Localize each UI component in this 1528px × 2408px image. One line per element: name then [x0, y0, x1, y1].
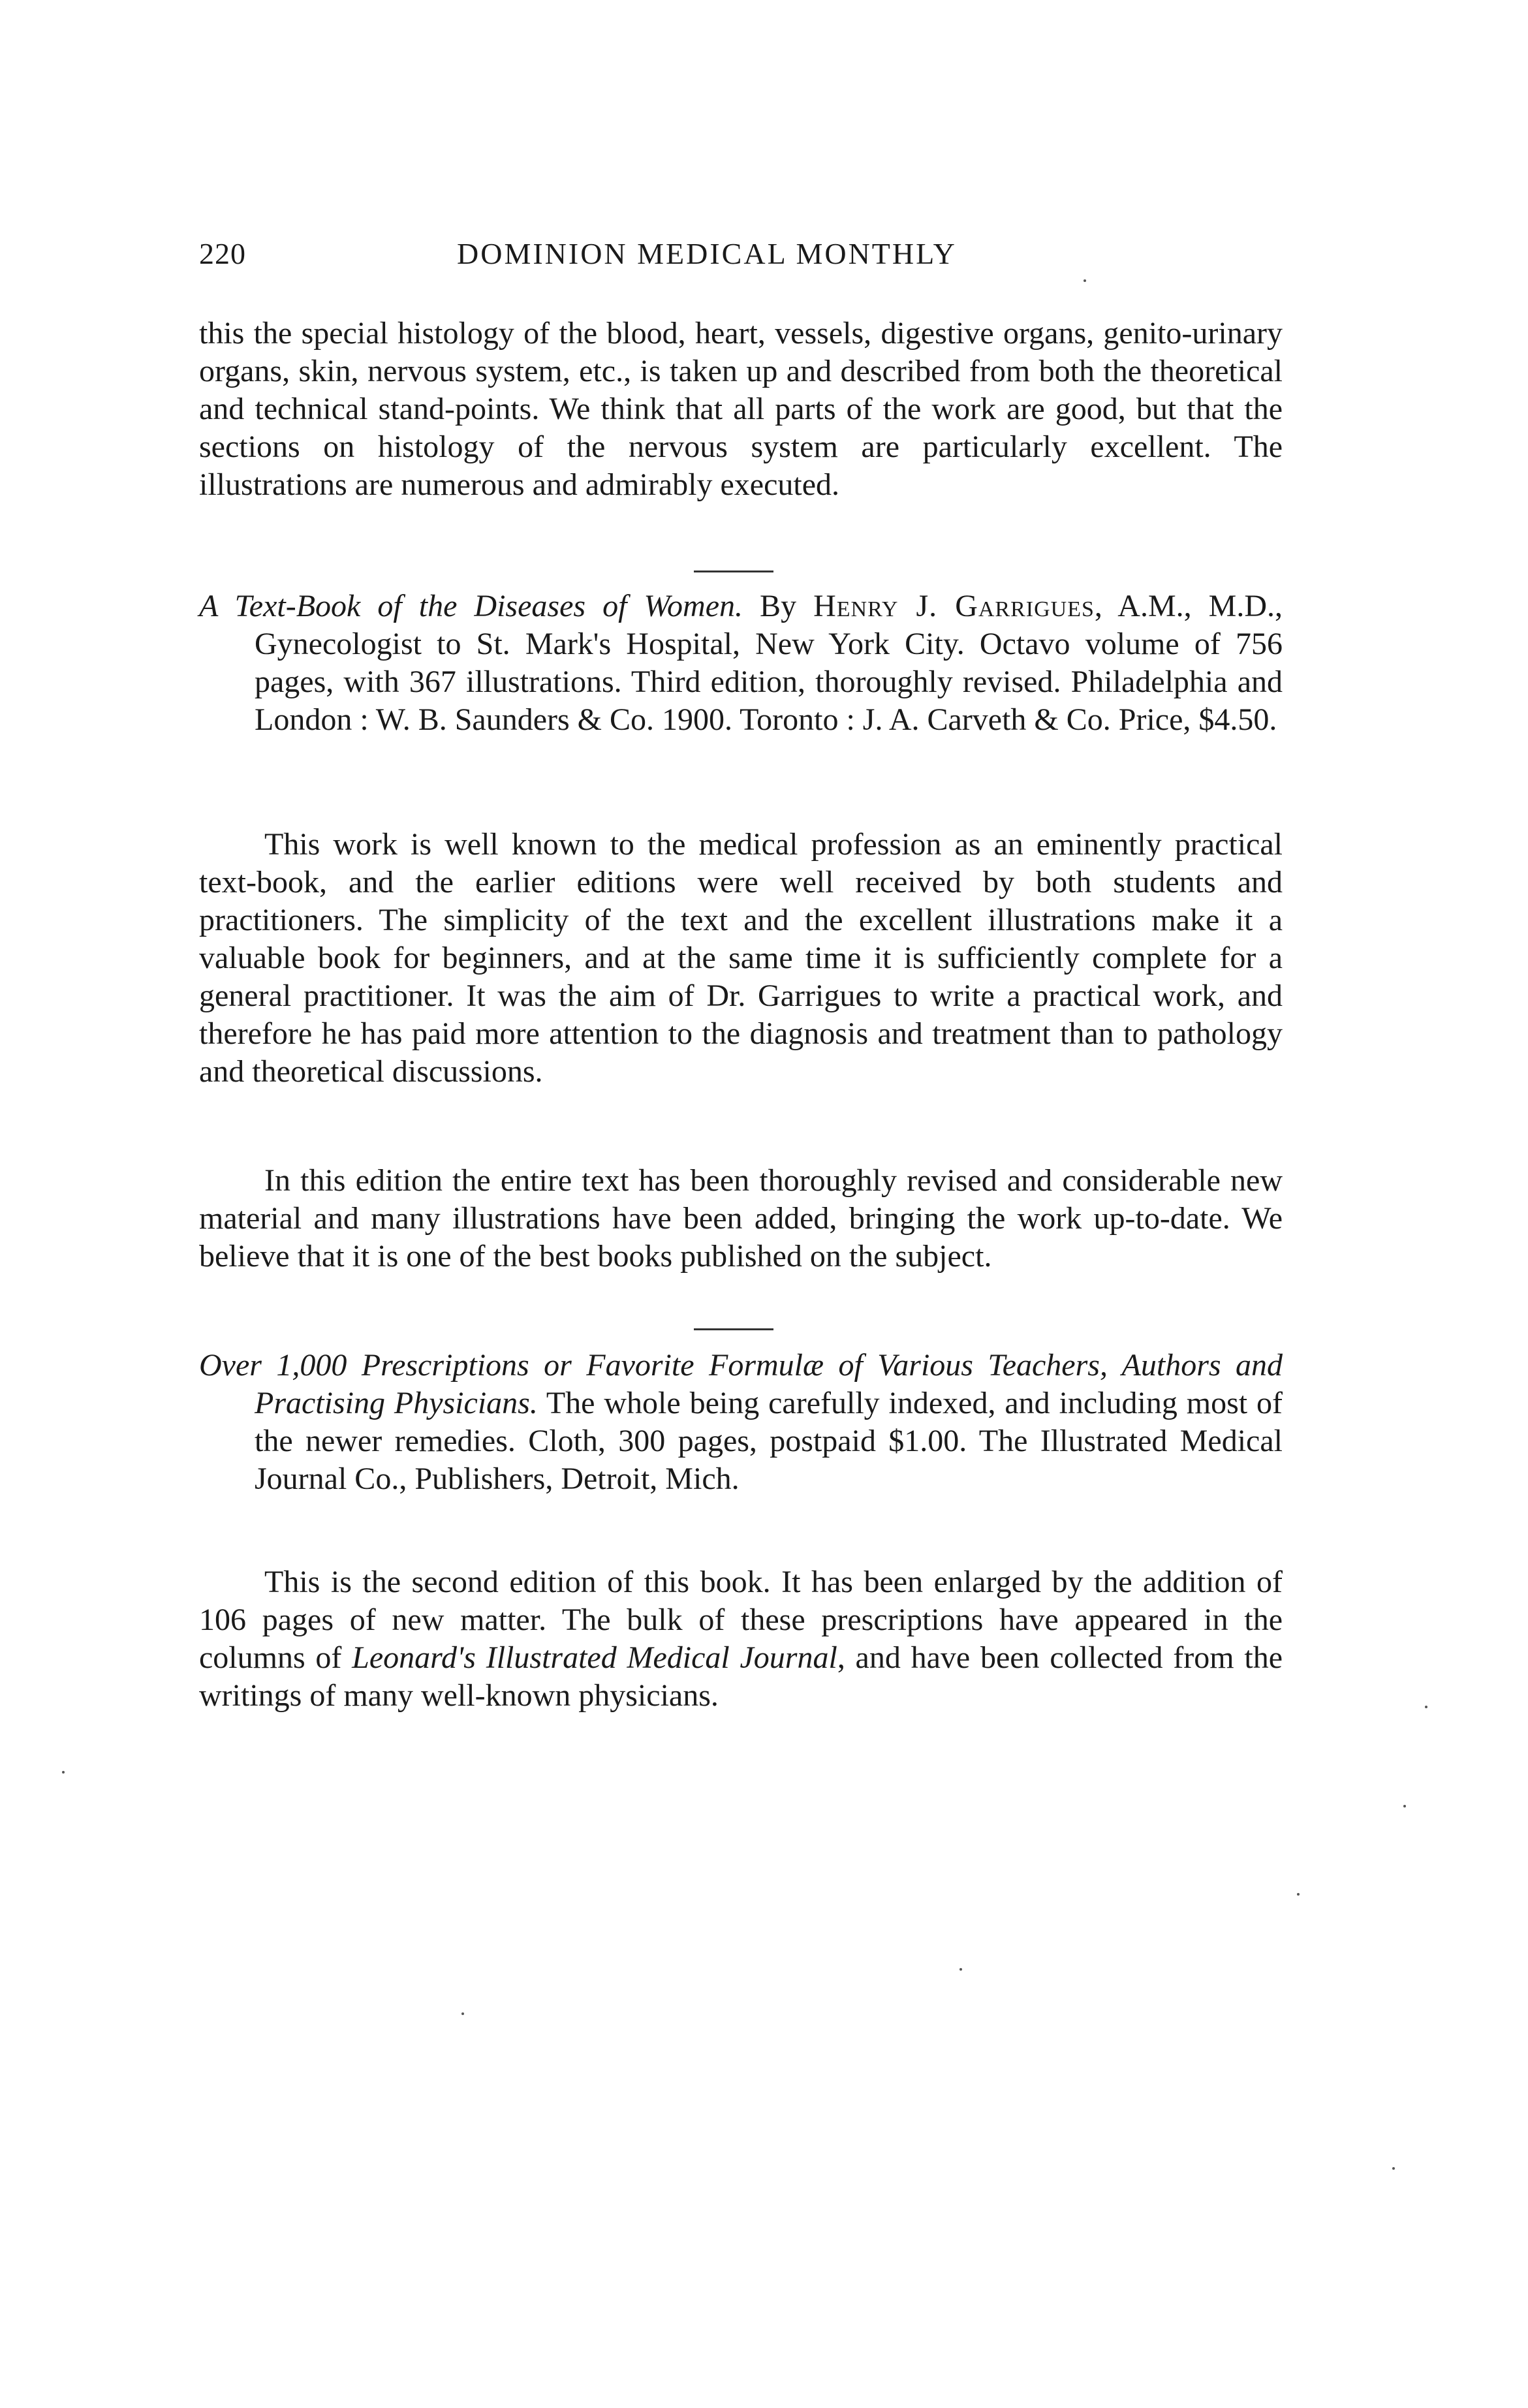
print-speck: [1297, 1893, 1300, 1896]
print-speck: [959, 1968, 962, 1971]
book-title: Over 1,000 Prescriptions or Favorite Formulæ of Various Teachers, Authors and Practising Physicians.: [199, 1348, 1283, 1420]
print-speck: [461, 2012, 464, 2015]
review-text: This work is well known to the medical profession as an eminently practical text-book, and the earlier editions were well received by both students and practitioners. The simplicity of the text and the excellent illustrations make it a valuable book for beginners, and at the same time it is sufficiently complete for a general practitioner. It was the aim of Dr. Garrigues to write a practical work, and therefore he has paid more attention to the diagnosis and treatment than to pathology and theoretical discussions.: [199, 827, 1283, 1089]
journal-name: Leonard's Illustrated Medical Journal: [352, 1640, 837, 1675]
review-text: In this edition the entire text has been thoroughly revised and considerable new material and many illustrations have been added, bringing the work up-to-date. We believe that it is one of the best books published on the subject.: [199, 1163, 1283, 1274]
book-citation-garrigues: [199, 587, 1283, 739]
review-text-start: This is the second edition of this book. It has been enlarged by the addition of 106 pages of new matter. The bulk of these prescriptions have appeared in the columns of: [199, 1565, 1283, 1675]
continuation-text: this the special histology of the blood, heart, vessels, digestive organs, genito-urinary organs, skin, nervous system, etc., is taken up and described from both the theoretical and technical stand-points. We think that all parts of the work are good, but that the sections on histology of the nervous system are particularly excellent. The illustrations are numerous and admirably executed.: [199, 316, 1283, 502]
print-speck: [62, 1771, 65, 1774]
print-speck: [1403, 1805, 1406, 1807]
book-title: A Text-Book of the Diseases of Women.: [199, 589, 743, 623]
review-text-end: , and have been collected from the writings of many well-known physicians.: [199, 1640, 1283, 1713]
book-details: , A.M., M.D., Gynecologist to St. Mark's Hospital, New York City. Octavo volume of 756 pages, with 367 illustrations. Third edition, thoroughly revised. Philadelphia and London : W. B. Saunders & Co. 1900. Toronto : J. A. Carveth & Co. Price, $4.50.: [255, 589, 1283, 737]
print-speck: [1084, 279, 1086, 282]
page-header: [199, 236, 1283, 282]
book-author: Henry J. Garrigues: [813, 589, 1095, 623]
continuation-paragraph: [199, 315, 1283, 504]
review-paragraph: [199, 1563, 1283, 1715]
review-paragraph: [199, 826, 1283, 1091]
review-text: [199, 1563, 1283, 1715]
section-divider: [694, 571, 773, 572]
print-speck: [1425, 1706, 1427, 1708]
by-text: By: [743, 589, 814, 623]
page-number: 220: [199, 237, 246, 270]
book-details: The whole being carefully indexed, and including most of the newer remedies. Cloth, 300 pages, postpaid $1.00. The Illustrated Medical Journal Co., Publishers, Detroit, Mich.: [255, 1386, 1283, 1496]
running-title: DOMINION MEDICAL MONTHLY: [457, 237, 957, 270]
section-divider: [694, 1328, 773, 1330]
print-speck: [1392, 2167, 1395, 2170]
book-citation-prescriptions: [199, 1347, 1283, 1498]
review-paragraph: [199, 1162, 1283, 1275]
